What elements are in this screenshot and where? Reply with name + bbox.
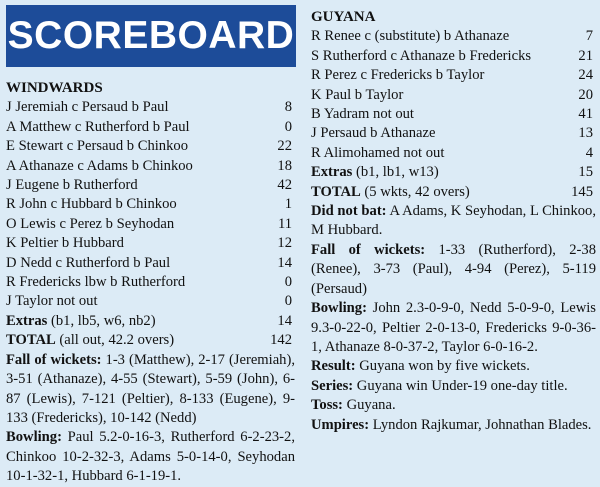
series-text: Guyana win Under-19 one-day title. bbox=[353, 377, 568, 394]
batsman-dismissal: O Lewis c Perez b Seyhodan bbox=[6, 215, 175, 232]
batting-row bbox=[6, 118, 295, 137]
total-runs: 145 bbox=[571, 183, 593, 200]
series-result bbox=[311, 377, 596, 396]
toss-result bbox=[311, 396, 596, 415]
extras-detail: (b1, lb1, w13) bbox=[352, 164, 439, 181]
batting-row bbox=[6, 157, 295, 176]
batting-row bbox=[6, 215, 295, 234]
fow-text: 1-33 (Rutherford), 2-38 (Renee), 3-73 (Paul), 4-94 (Perez), 5-119 (Persaud) bbox=[311, 241, 596, 297]
batsman-runs: 1 bbox=[284, 196, 292, 213]
batting-row bbox=[311, 86, 596, 105]
bowling-text: Paul 5.2-0-16-3, Rutherford 6-2-23-2, Chinkoo 10-2-32-3, Adams 5-0-14-0, Seyhodan 10-1-32-1, Hubbard 6-1-19-1. bbox=[6, 429, 295, 485]
batting-row bbox=[6, 195, 295, 214]
batting-row bbox=[6, 254, 295, 273]
umpires-text: Lyndon Rajkumar, Johnathan Blades. bbox=[369, 416, 592, 433]
batsman-dismissal: K Paul b Taylor bbox=[311, 86, 404, 103]
batting-row bbox=[311, 105, 596, 124]
guyana-total-row bbox=[311, 183, 596, 202]
batsman-dismissal: R Alimohamed not out bbox=[311, 144, 445, 161]
guyana-fall-of-wickets bbox=[311, 241, 596, 299]
batsman-runs: 24 bbox=[578, 67, 593, 84]
match-result bbox=[311, 357, 596, 376]
batting-row bbox=[311, 124, 596, 143]
guyana-extras-row bbox=[311, 163, 596, 182]
batsman-dismissal: J Jeremiah c Persaud b Paul bbox=[6, 99, 169, 116]
windwards-batting-list bbox=[6, 98, 295, 311]
total-detail: (5 wkts, 42 overs) bbox=[360, 183, 470, 200]
windwards-fall-of-wickets bbox=[6, 351, 295, 429]
total-detail: (all out, 42.2 overs) bbox=[55, 332, 175, 349]
batsman-runs: 4 bbox=[585, 144, 593, 161]
batsman-runs: 0 bbox=[284, 293, 292, 310]
batsman-runs: 0 bbox=[284, 274, 292, 291]
batting-row bbox=[6, 137, 295, 156]
fow-text: 1-3 (Matthew), 2-17 (Jeremiah), 3-51 (Athanaze), 4-55 (Stewart), 5-59 (John), 6-87 (Lewis), 7-121 (Peltier), 8-133 (Eugene), 9-133 (Fredericks), 10-142 (Nedd) bbox=[6, 351, 295, 426]
batsman-dismissal: D Nedd c Rutherford b Paul bbox=[6, 254, 171, 271]
extras-total: 14 bbox=[277, 312, 292, 329]
batting-row bbox=[6, 98, 295, 117]
dnb-label: Did not bat: bbox=[311, 203, 387, 220]
batsman-runs: 7 bbox=[585, 28, 593, 45]
toss-label: Toss: bbox=[311, 397, 343, 414]
umpires bbox=[311, 416, 596, 435]
guyana-batting-list bbox=[311, 27, 596, 163]
bowling-label: Bowling: bbox=[311, 300, 367, 317]
result-text: Guyana won by five wickets. bbox=[355, 358, 530, 375]
windwards-total-row bbox=[6, 331, 295, 350]
batsman-dismissal: S Rutherford c Athanaze b Fredericks bbox=[311, 47, 532, 64]
batsman-dismissal: J Persaud b Athanaze bbox=[311, 125, 436, 142]
batsman-dismissal: R John c Hubbard b Chinkoo bbox=[6, 196, 177, 213]
windwards-team-heading: WINDWARDS bbox=[6, 80, 103, 96]
batsman-runs: 41 bbox=[578, 106, 593, 123]
extras-label: Extras bbox=[6, 312, 48, 329]
batsman-runs: 18 bbox=[277, 157, 292, 174]
batsman-runs: 8 bbox=[284, 99, 292, 116]
scoreboard-banner bbox=[6, 5, 296, 67]
batsman-runs: 22 bbox=[277, 138, 292, 155]
guyana-team-heading: GUYANA bbox=[311, 9, 376, 25]
extras-label: Extras bbox=[311, 164, 353, 181]
batsman-dismissal: R Perez c Fredericks b Taylor bbox=[311, 67, 485, 84]
guyana-did-not-bat bbox=[311, 202, 596, 241]
total-runs: 142 bbox=[270, 332, 292, 349]
series-label: Series: bbox=[311, 377, 354, 394]
batsman-runs: 0 bbox=[284, 118, 292, 135]
fow-label: Fall of wickets: bbox=[311, 241, 426, 258]
batsman-dismissal: J Taylor not out bbox=[6, 293, 98, 310]
batsman-dismissal: A Matthew c Rutherford b Paul bbox=[6, 118, 190, 135]
fow-label: Fall of wickets: bbox=[6, 351, 102, 368]
batsman-dismissal: J Eugene b Rutherford bbox=[6, 177, 138, 194]
batting-row bbox=[311, 27, 596, 46]
windwards-bowling bbox=[6, 428, 295, 486]
batsman-runs: 21 bbox=[578, 47, 593, 64]
batsman-dismissal: R Fredericks lbw b Rutherford bbox=[6, 274, 186, 291]
batsman-dismissal: E Stewart c Persaud b Chinkoo bbox=[6, 138, 188, 155]
guyana-column bbox=[311, 8, 596, 435]
batting-row bbox=[311, 144, 596, 163]
batsman-runs: 20 bbox=[578, 86, 593, 103]
result-label: Result: bbox=[311, 358, 356, 375]
extras-total: 15 bbox=[578, 164, 593, 181]
umpires-label: Umpires: bbox=[311, 416, 370, 433]
batting-row bbox=[311, 66, 596, 85]
bowling-text: John 2.3-0-9-0, Nedd 5-0-9-0, Lewis 9.3-0-22-0, Peltier 2-0-13-0, Fredericks 9-0-36-1, Athanaze 8-0-37-2, Taylor 6-0-16-2. bbox=[311, 300, 596, 355]
batting-row bbox=[6, 176, 295, 195]
page-title: SCOREBOARD bbox=[7, 14, 295, 57]
windwards-column bbox=[6, 79, 295, 487]
batting-row bbox=[6, 273, 295, 292]
total-label: TOTAL bbox=[6, 332, 56, 349]
batsman-dismissal: A Athanaze c Adams b Chinkoo bbox=[6, 157, 193, 174]
batsman-runs: 12 bbox=[277, 235, 292, 252]
batting-row bbox=[6, 234, 295, 253]
total-label: TOTAL bbox=[311, 183, 361, 200]
batsman-runs: 14 bbox=[277, 254, 292, 271]
batting-row bbox=[311, 47, 596, 66]
guyana-bowling bbox=[311, 299, 596, 357]
batting-row bbox=[6, 292, 295, 311]
windwards-extras-row bbox=[6, 312, 295, 331]
batsman-dismissal: R Renee c (substitute) b Athanaze bbox=[311, 28, 510, 45]
dnb-text: A Adams, K Seyhodan, L Chinkoo, M Hubbard. bbox=[311, 203, 596, 239]
batsman-dismissal: B Yadram not out bbox=[311, 106, 414, 123]
toss-text: Guyana. bbox=[342, 397, 396, 414]
batsman-runs: 13 bbox=[578, 125, 593, 142]
batsman-dismissal: K Peltier b Hubbard bbox=[6, 235, 124, 252]
extras-detail: (b1, lb5, w6, nb2) bbox=[47, 312, 156, 329]
bowling-label: Bowling: bbox=[6, 429, 62, 446]
batsman-runs: 42 bbox=[277, 177, 292, 194]
batsman-runs: 11 bbox=[277, 215, 292, 232]
